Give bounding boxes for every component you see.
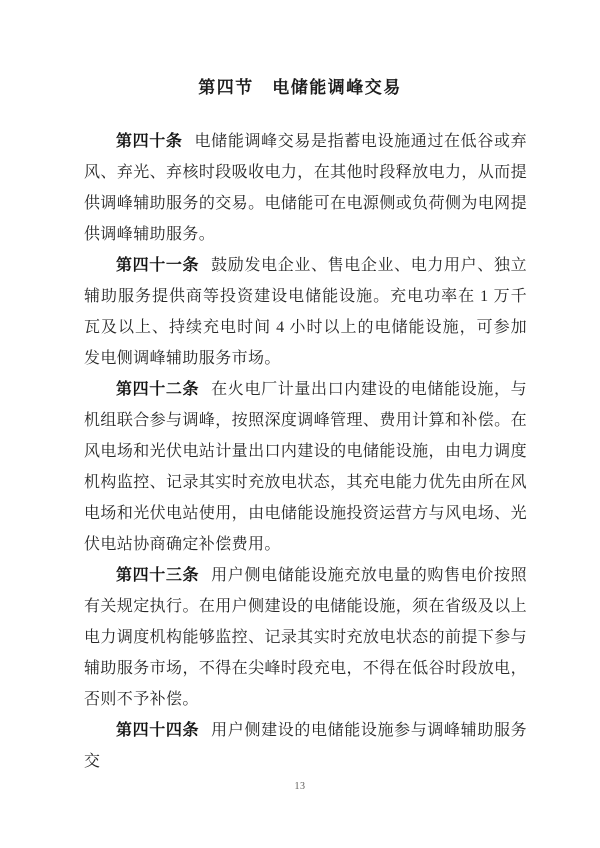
article-paragraph [84,126,527,250]
article-paragraph [84,374,527,560]
article-paragraph [84,250,527,374]
document-body [84,126,527,777]
article-number: 第四十二条 [116,381,200,398]
article-number: 第四十四条 [116,722,200,739]
section-title: 第四节 电储能调峰交易 [198,78,402,97]
article-text: 用户侧建设的电储能设施参与调峰辅助服务交 [84,722,527,770]
article-number: 第四十一条 [116,257,200,274]
page-number: 13 [294,781,306,792]
article-paragraph [84,715,527,777]
article-text: 电储能调峰交易是指蓄电设施通过在低谷或弃风、弃光、弃核时段吸收电力，在其他时段释放电力，从而提供调峰辅助服务的交易。电储能可在电源侧或负荷侧为电网提供调峰辅助服务。 [84,133,527,243]
article-text: 用户侧电储能设施充放电量的购售电价按照有关规定执行。在用户侧建设的电储能设施，须在省级及以上电力调度机构能够监控、记录其实时充放电状态的前提下参与辅助服务市场，不得在尖峰时段充电，不得在低谷时段放电，否则不予补偿。 [84,567,527,708]
article-number: 第四十条 [116,133,183,150]
article-number: 第四十三条 [116,567,200,584]
article-text: 在火电厂计量出口内建设的电储能设施，与机组联合参与调峰，按照深度调峰管理、费用计算和补偿。在风电场和光伏电站计量出口内建设的电储能设施，由电力调度机构监控、记录其实时充放电状态，其充电能力优先由所在风电场和光伏电站使用，由电储能设施投资运营方与风电场、光伏电站协商确定补偿费用。 [84,381,527,553]
article-text: 鼓励发电企业、售电企业、电力用户、独立辅助服务提供商等投资建设电储能设施。充电功率在 1 万千瓦及以上、持续充电时间 4 小时以上的电储能设施，可参加发电侧调峰辅助服务市场。 [84,257,527,367]
article-paragraph [84,560,527,715]
